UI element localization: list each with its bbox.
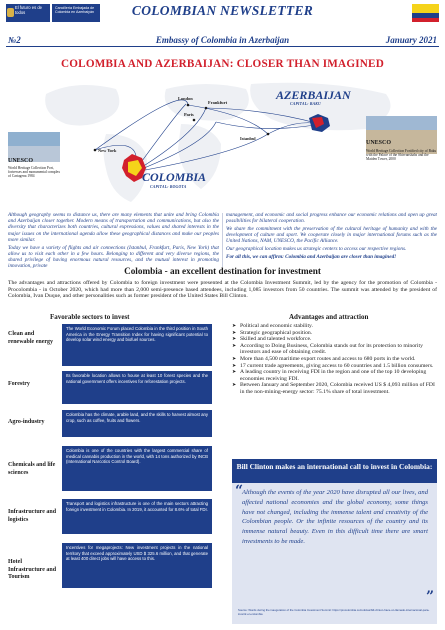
- sector-label-infrastructure: Infrastructure and logistics: [8, 509, 57, 523]
- arrow-bullet-icon: ➤: [232, 329, 237, 336]
- unesco-left-title: UNESCO: [8, 158, 34, 164]
- arrow-bullet-icon: ➤: [232, 336, 237, 343]
- azerbaijan-capital: CAPITAL: BAKU: [290, 102, 321, 106]
- intro-paragraph: We share the commitment with the preservation of the cultural heritage of humanity and with the development of culture and sport. We cooperate closely in major international forums such as the United Nations, NAM, UNESCO, the Pacific Alliance.: [226, 225, 437, 245]
- advantage-item: ➤ Political and economic stability.: [232, 323, 313, 329]
- city-frankfurt: Frankfurt: [208, 100, 228, 105]
- advantage-item: ➤ According to Doing Business, Colombia stands out for its protection to minority investors and ease of obtaining credit.: [232, 342, 423, 356]
- advantages-list: [232, 323, 437, 396]
- intro-paragraph: management, and economic and social progress enhance our economic relations and open up great possibilities for bilateral cooperation.: [226, 212, 437, 225]
- arrow-bullet-icon: ➤: [232, 382, 237, 389]
- embassy-logo: Cancillería Embajada de Colombia en Azerbaiyán: [52, 4, 100, 22]
- advantage-item: ➤ Between January and September 2020, Colombia received US $ 4,093 million of FDI in the non-mining-energy sector: 75.1% share of total investment.: [232, 382, 435, 395]
- sector-box-tourism: Incentives for megaprojects: New investment projects in the national territory that exceed approximately USD $ 325.6 million, and that generate at least 400 direct jobs will have access to this.: [62, 543, 212, 588]
- issue-date: January 2021: [385, 35, 437, 45]
- advantage-item: ➤ Skilled and talented workforce.: [232, 336, 312, 343]
- header-divider: [6, 46, 439, 47]
- logo-left-text: El futuro es de todos: [15, 5, 43, 15]
- sector-label-tourism: Hotel Infrastructure and Tourism: [8, 559, 57, 581]
- clinton-heading: Bill Clinton makes an international call to invest in Colombia:: [232, 459, 437, 483]
- newsletter-header: [0, 0, 445, 30]
- azerbaijan-label: AZERBAIJAN: [276, 88, 351, 102]
- sector-box-infrastructure: Transport and logistics infrastructure is one of the main sectors attracting foreign investment in Colombia. In 2019, it accounted for 8.6% of total FDI.: [62, 499, 212, 534]
- sector-box-forestry: Its favorable location allows to house at least 10 forest species and the national government offers incentives for reforestation projects.: [62, 371, 212, 404]
- sector-box-agro: Colombia has the climate, arable land, and the skills to harvest almost any crop, such as coffee, fruits and flowers.: [62, 410, 212, 437]
- arrow-bullet-icon: ➤: [232, 369, 237, 376]
- sector-label-forestry: Forestry: [8, 381, 30, 387]
- advantage-item: ➤ Strategic geographical position.: [232, 329, 313, 336]
- intro-paragraph: Our geographical location makes us strategic centers to access our respective regions.: [226, 246, 407, 253]
- quote-source: Source: Words during the inauguration of the Colombia Investment Summit: https://procolombia.co/noticias/bill-clinton-hace-un-llamado-internacional-para-invertir-en-colombia: [238, 608, 430, 616]
- city-istanbul: Istanbul: [240, 136, 256, 141]
- newsletter-title: COLOMBIAN NEWSLETTER: [131, 3, 314, 18]
- arrow-bullet-icon: ➤: [232, 355, 237, 362]
- sector-label-chemicals: Chemicals and life sciences: [8, 462, 56, 476]
- unesco-right-title: UNESCO: [366, 140, 392, 146]
- colombia-label: COLOMBIA: [142, 170, 207, 184]
- intro-conclusion: For all this, we can affirm: Colombia and Azerbaijan are closer than imagined!: [226, 253, 397, 260]
- world-map: [6, 74, 439, 206]
- close-quote-icon: ”: [426, 589, 435, 605]
- city-paris: Paris: [184, 112, 194, 117]
- advantage-item: ➤ More than 4,500 maritime export routes and access to 680 ports in the world.: [232, 355, 416, 362]
- sector-box-chemicals: Colombia is one of the countries with the largest commercial share of medical cannabis production in the world, with 14 tons authorized by INCB (International Narcotics Control Board).: [62, 446, 212, 491]
- arrow-bullet-icon: ➤: [232, 362, 237, 369]
- intro-paragraph: Although geography seems to distance us, there are many elements that unite and bring Colombia and Azerbaijan closer together. Modern means of transportation and communications, but also the diversity that characterizes both countries, cultural expressions, values and shared interests in the major issues on the international agenda allow these geographical distances and make our peoples more similar.: [8, 212, 219, 243]
- clinton-quote: Although the events of the year 2020 have disrupted all our lives, and affected national economies and the global economy, some things have not changed, including the immense talent and creativity of the Colombian people. Or the infinite resources of the country and its immense natural beauty. Even in this difficult time there are smart investments to be made.: [242, 489, 428, 545]
- open-quote-icon: “: [235, 483, 244, 499]
- city-london: London: [178, 96, 193, 101]
- intro-right-column: [226, 212, 437, 261]
- column-divider: [222, 213, 223, 267]
- investment-title: Colombia - an excellent destination for investment: [124, 266, 321, 276]
- publisher: Embassy of Colombia in Azerbaijan: [155, 35, 290, 45]
- issue-number: №2: [8, 35, 21, 45]
- advantages-heading: Advantages and attraction: [289, 313, 369, 321]
- clinton-quote-box: [232, 459, 437, 624]
- sector-box-energy: The World Economic Forum placed Colombia in the third position in South America in the Energy Transition Index for having significant potential to develop solar wind energy and biofuel sources.: [62, 324, 212, 366]
- colombia-capital: CAPITAL: BOGOTA: [150, 185, 187, 189]
- intro-paragraph: Today we have a variety of flights and air connections (Istanbul, Frankfurt, Paris, New York) that allow us to visit each other in a few hours. Belonging to different and very diverse regions, the shared privilege of having enormous natural resources, and the mutual interest in promoting innovation, private: [8, 244, 219, 270]
- intro-left-column: [8, 212, 219, 271]
- investment-body: The advantages and attractions offered by Colombia to foreign investment were presented at the Colombia Investment Summit, led by the agency for the promotion of Colombia - Procolombia - in October 2020, which had more than 2,000 semi-presence based attendees, including 1,085 investors from 50 countries. The summit was attended by the president of Colombia, Ivan Duque, and other personalities such as former president of the United States Bill Clinton.: [8, 280, 437, 300]
- colombia-flag-icon: [412, 4, 439, 22]
- advantage-item: ➤ 17 current trade agreements, giving access to 60 countries and 1.5 billion consumers.: [232, 362, 434, 369]
- unesco-left-text: World Heritage Collection Port, fortresses and monumental complex of Cartagena 1984: [8, 166, 60, 179]
- city-new-york: New York: [98, 148, 117, 153]
- main-headline: COLOMBIA AND AZERBAIJAN: CLOSER THAN IMAGINED: [60, 58, 385, 70]
- advantage-item: ➤ A leading country in receiving FDI in the region and one of the top 10 developing economies receiving FDI.: [232, 369, 427, 382]
- sector-label-energy: Clean and renewable energy: [8, 331, 54, 345]
- issue-bar: [0, 27, 445, 44]
- sector-label-agro: Agro-industry: [8, 419, 45, 425]
- arrow-bullet-icon: ➤: [232, 342, 237, 349]
- arrow-bullet-icon: ➤: [232, 323, 237, 329]
- sectors-heading: Favorable sectors to invest: [50, 313, 130, 321]
- unesco-right-text: World Heritage Collection Fortified city of Baku with the Palace of the Shirvanshahs and the Maiden Tower, 2000: [366, 149, 437, 162]
